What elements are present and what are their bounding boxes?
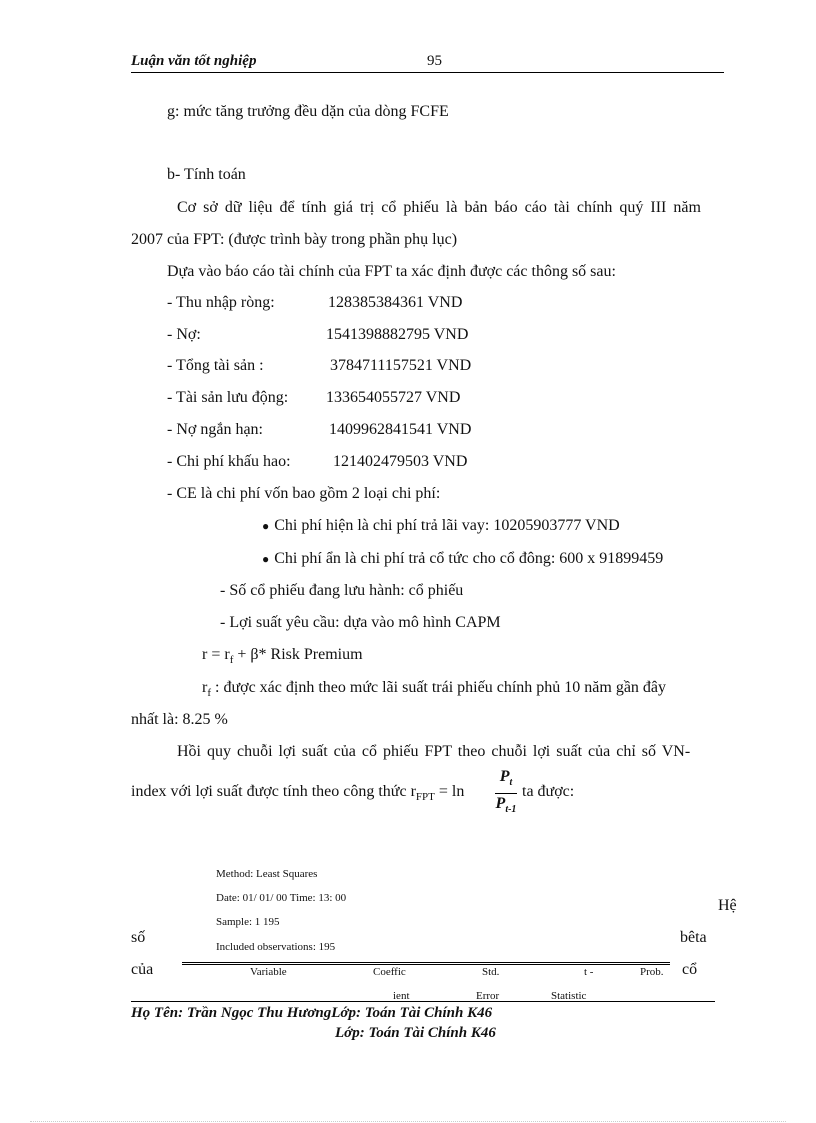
bullet-text: Chi phí hiện là chi phí trả lãi vay: 10205903777 VND — [274, 517, 620, 534]
frac-numerator: P — [499, 768, 510, 785]
param-value: 121402479503 VND — [333, 453, 468, 470]
side-text: của — [131, 961, 154, 978]
reg-included: Included observations: 195 — [216, 941, 336, 953]
regression-line: Hồi quy chuỗi lợi suất của cổ phiếu FPT theo chuỗi lợi suất của chỉ số VN- — [177, 743, 691, 760]
yield-line: - Lợi suất yêu cầu: dựa vào mô hình CAPM — [220, 614, 501, 631]
reg-date: Date: 01/ 01/ 00 Time: 13: 00 — [216, 892, 347, 904]
reg-eq: = ln — [434, 783, 465, 800]
col-header: Std. — [482, 966, 500, 978]
col-header: t - — [584, 966, 594, 978]
paragraph-line: Dựa vào báo cáo tài chính của FPT ta xác định được các thông số sau: — [167, 263, 616, 280]
rf-line — [202, 679, 666, 697]
bullet-icon: ● — [262, 552, 270, 566]
header-title: Luận văn tốt nghiệp — [131, 53, 257, 69]
page-edge — [30, 1121, 786, 1122]
table-double-rule — [182, 962, 670, 965]
col-header-line2: ient — [393, 990, 410, 1002]
fraction-formula — [495, 768, 517, 819]
ce-line: - CE là chi phí vốn bao gồm 2 loại chi phí: — [167, 485, 441, 502]
param-value: 1541398882795 VND — [326, 326, 469, 343]
paragraph-line: 2007 của FPT: (được trình bày trong phần phụ lục) — [131, 231, 458, 248]
side-text: số — [131, 929, 146, 946]
bullet-icon: ● — [262, 519, 270, 533]
side-text: cổ — [682, 961, 698, 978]
col-header: Prob. — [640, 966, 664, 978]
side-text: bêta — [680, 929, 707, 946]
col-header: Variable — [250, 966, 287, 978]
reg-pre: index với lợi suất được tính theo công thức r — [131, 783, 416, 800]
side-text: Hệ — [718, 897, 737, 914]
capm-sub: f — [229, 654, 234, 666]
col-header: Coeffic — [373, 966, 406, 978]
capm-formula — [202, 646, 363, 664]
param-value: 3784711157521 VND — [330, 357, 472, 374]
frac-den-sub: t-1 — [505, 804, 517, 816]
param-label: - Chi phí khấu hao: — [167, 453, 291, 470]
footer-rule — [131, 1001, 715, 1002]
footer-line: Họ Tên: Trần Ngọc Thu HươngLớp: Toán Tài Chính K46 — [131, 1005, 493, 1021]
capm-r: r = r — [202, 646, 230, 663]
section-heading: b- Tính toán — [167, 166, 246, 183]
reg-sample: Sample: 1 195 — [216, 916, 280, 928]
g-definition: g: mức tăng trưởng đều dặn của dòng FCFE — [167, 103, 449, 120]
param-value: 128385384361 VND — [328, 294, 463, 311]
param-label: - Nợ ngắn hạn: — [167, 421, 263, 438]
rf-line-2: nhất là: 8.25 % — [131, 711, 228, 728]
param-value: 133654055727 VND — [326, 389, 461, 406]
rf-r: r — [202, 679, 208, 696]
capm-rest: + β* Risk Premium — [233, 646, 363, 663]
reg-sub: FPT — [415, 791, 435, 803]
rf-sub: f — [207, 687, 211, 699]
bullet-item — [262, 517, 620, 535]
col-header-line2: Statistic — [551, 990, 587, 1002]
frac-num-sub: t — [509, 777, 513, 789]
fraction-bar — [495, 793, 517, 794]
bullet-item — [262, 550, 663, 568]
param-label: - Thu nhập ròng: — [167, 294, 275, 311]
regression-line-2-end: ta được: — [522, 783, 575, 800]
param-label: - Nợ: — [167, 326, 201, 343]
page-number: 95 — [427, 53, 442, 69]
param-value: 1409962841541 VND — [329, 421, 472, 438]
regression-line-2 — [131, 783, 464, 801]
paragraph-line: Cơ sở dữ liệu để tính giá trị cổ phiếu là bản báo cáo tài chính quý III năm — [177, 199, 701, 216]
reg-method: Method: Least Squares — [216, 868, 318, 880]
param-label: - Tổng tài sản : — [167, 357, 264, 374]
frac-denominator: P — [495, 795, 506, 813]
footer-line: Lớp: Toán Tài Chính K46 — [335, 1025, 496, 1041]
header-rule — [131, 72, 724, 73]
param-label: - Tài sản lưu động: — [167, 389, 289, 406]
bullet-text: Chi phí ẩn là chi phí trả cổ tức cho cổ đông: 600 x 91899459 — [274, 550, 664, 567]
col-header-line2: Error — [476, 990, 500, 1002]
rf-rest: : được xác định theo mức lãi suất trái phiếu chính phủ 10 năm gần đây — [211, 679, 667, 696]
shares-line: - Số cổ phiếu đang lưu hành: cổ phiếu — [220, 582, 464, 599]
